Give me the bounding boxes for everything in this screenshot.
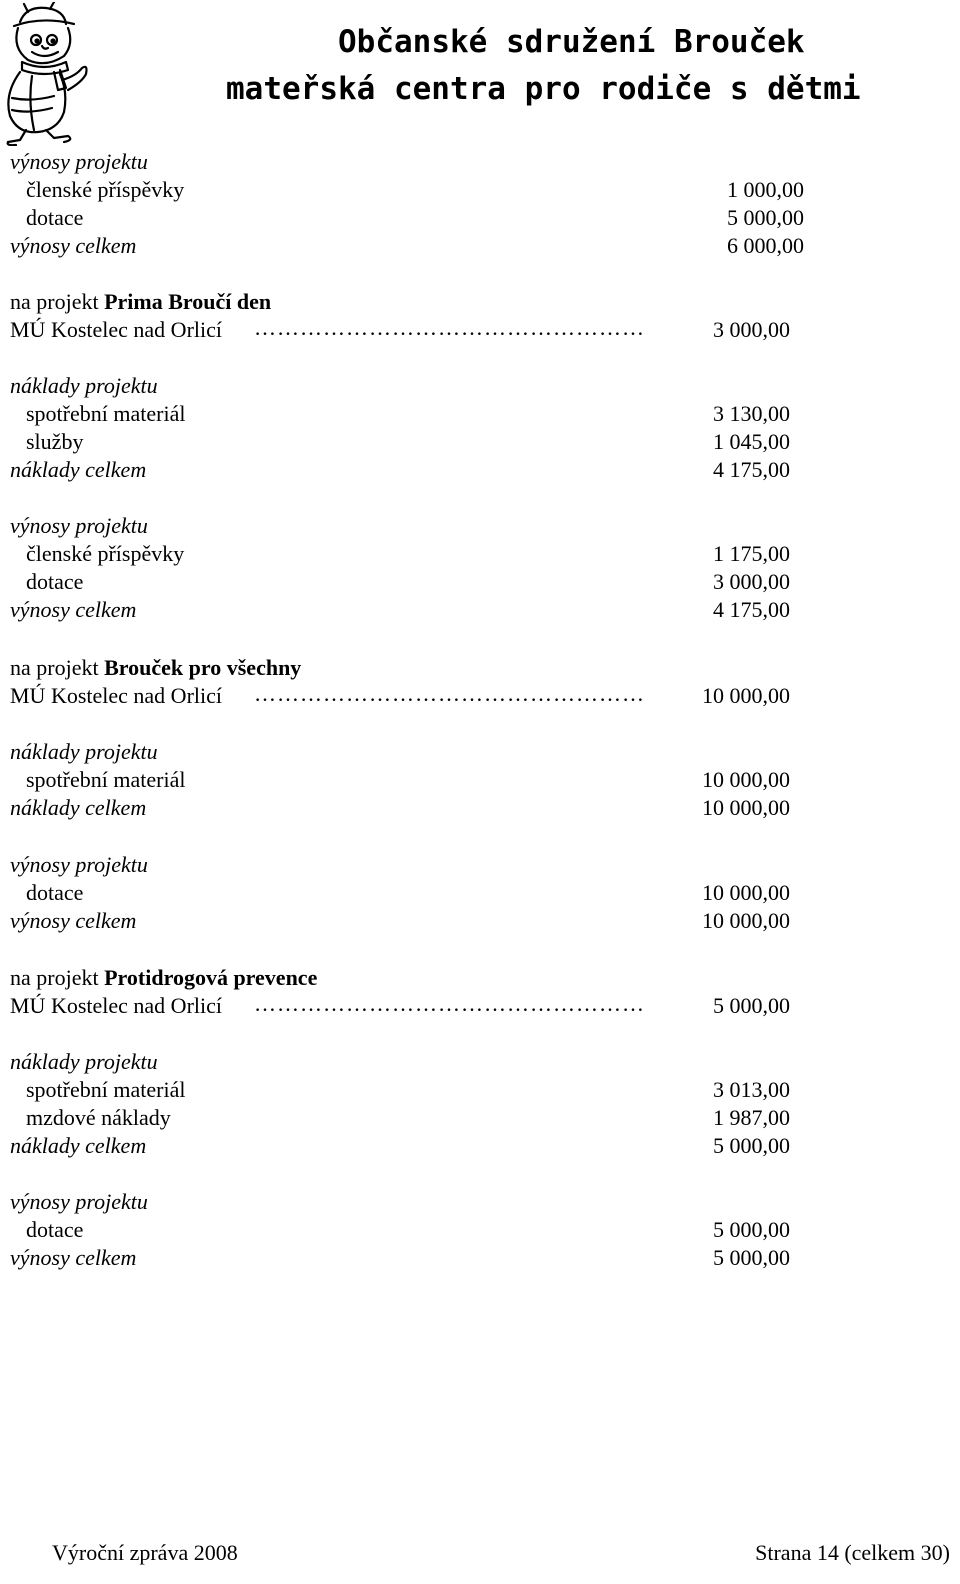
footer-page-number: Strana 14 (celkem 30)	[755, 1540, 950, 1565]
item-label: mzdové náklady	[26, 1105, 171, 1130]
dot-leader: ……………………………………………	[254, 681, 645, 706]
project-prefix: na projekt	[10, 655, 105, 680]
total-label: náklady celkem	[10, 457, 147, 482]
item-label: spotřební materiál	[26, 401, 186, 426]
item-label: spotřební materiál	[26, 1077, 186, 1102]
total-amount: 4 175,00	[713, 597, 790, 622]
grant-source-label: MÚ Kostelec nad Orlicí	[10, 993, 222, 1018]
grant-source-label: MÚ Kostelec nad Orlicí	[10, 683, 222, 708]
item-amount: 3 000,00	[713, 569, 790, 594]
item-amount: 1 045,00	[713, 429, 790, 454]
item-amount: 1 175,00	[713, 541, 790, 566]
total-amount: 10 000,00	[702, 908, 790, 933]
item-label: dotace	[26, 880, 84, 905]
dot-leader: ……………………………………………	[254, 315, 645, 340]
project-prefix: na projekt	[10, 965, 105, 990]
organization-title: Občanské sdružení Brouček	[338, 24, 805, 60]
item-label: členské příspěvky	[26, 177, 185, 202]
section-label: výnosy projektu	[10, 149, 148, 174]
project-heading	[10, 965, 317, 991]
item-label: dotace	[26, 569, 84, 594]
item-amount: 1 000,00	[727, 177, 804, 202]
item-label: služby	[26, 429, 84, 454]
project-heading	[10, 289, 271, 315]
item-label: členské příspěvky	[26, 541, 185, 566]
total-label: výnosy celkem	[10, 233, 137, 258]
item-label: dotace	[26, 205, 84, 230]
item-amount: 3 130,00	[713, 401, 790, 426]
total-amount: 10 000,00	[702, 795, 790, 820]
project-name: Prima Broučí den	[104, 289, 272, 314]
project-name: Protidrogová prevence	[104, 965, 318, 990]
grant-amount: 10 000,00	[702, 683, 790, 708]
item-amount: 3 013,00	[713, 1077, 790, 1102]
section-label: náklady projektu	[10, 373, 158, 398]
grant-amount: 5 000,00	[713, 993, 790, 1018]
total-label: náklady celkem	[10, 1133, 147, 1158]
section-label: výnosy projektu	[10, 852, 148, 877]
total-label: výnosy celkem	[10, 597, 137, 622]
dot-leader: ……………………………………………	[254, 991, 645, 1016]
section-label: náklady projektu	[10, 1049, 158, 1074]
total-label: výnosy celkem	[10, 1245, 137, 1270]
item-amount: 5 000,00	[727, 205, 804, 230]
total-label: výnosy celkem	[10, 908, 137, 933]
section-label: výnosy projektu	[10, 1189, 148, 1214]
total-amount: 4 175,00	[713, 457, 790, 482]
total-amount: 5 000,00	[713, 1133, 790, 1158]
project-heading	[10, 655, 301, 681]
grant-amount: 3 000,00	[713, 317, 790, 342]
footer-report-title: Výroční zpráva 2008	[52, 1540, 238, 1565]
beetle-mascot-logo	[2, 2, 92, 146]
item-amount: 5 000,00	[713, 1217, 790, 1242]
organization-subtitle: mateřská centra pro rodiče s dětmi	[226, 71, 861, 107]
project-prefix: na projekt	[10, 289, 105, 314]
section-label: náklady projektu	[10, 739, 158, 764]
item-amount: 1 987,00	[713, 1105, 790, 1130]
total-label: náklady celkem	[10, 795, 147, 820]
grant-source-label: MÚ Kostelec nad Orlicí	[10, 317, 222, 342]
total-amount: 5 000,00	[713, 1245, 790, 1270]
item-amount: 10 000,00	[702, 880, 790, 905]
item-label: spotřební materiál	[26, 767, 186, 792]
section-label: výnosy projektu	[10, 513, 148, 538]
item-amount: 10 000,00	[702, 767, 790, 792]
total-amount: 6 000,00	[727, 233, 804, 258]
project-name: Brouček pro všechny	[104, 655, 302, 680]
item-label: dotace	[26, 1217, 84, 1242]
